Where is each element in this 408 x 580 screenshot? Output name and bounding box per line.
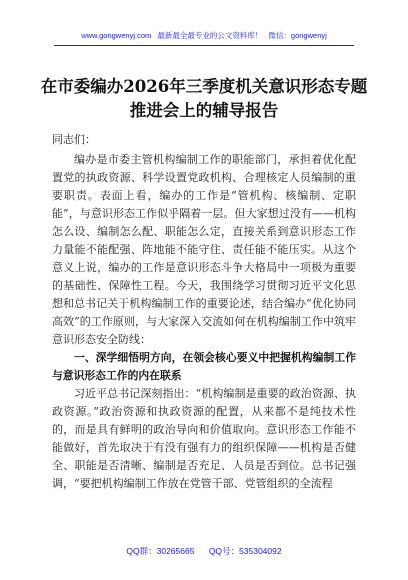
- salutation: 同志们：: [52, 133, 96, 146]
- wechat-id: 微信：gongwenyj: [268, 31, 327, 40]
- body-paragraph: 习近平总书记深刻指出：“机构编制是重要的政治资源、执政资源。”政治资源和执政资源的配置，从来都不是纯技术性的，而是具有鲜明的政治导向和价值取向。意识形态工作能不能做好，首先取决于有没有强有力的组织保障——机构是否健全、职能是否清晰、编制是否充足、人员是否到位。总书记强调，“要把机构编制工作放在党管干部、党管组织的全流程: [52, 387, 356, 490]
- document-body: [52, 151, 356, 493]
- body-paragraph: 编办是市委主管机构编制工作的职能部门，承担着优化配置党的执政资源、科学设置党政机构、合理核定人员编制的重要职责。表面上看，编办的工作是“管机构、核编制、定职能”，与意识形态工作似乎隔着一层。但大家想过没有——机构怎么设、编制怎么配、职能怎么定，直接关系到意识形态工作力量能不能配强、阵地能不能守住、责任能不能压实。从这个意义上说，编办的工作是意识形态斗争大格局中一项极为重要的基础性、保障性工程。今天，我围绕学习贯彻习近平文化思想和总书记关于机构编制工作的重要论述，结合编办“优化协同高效”的工作原则，与大家深入交流如何在机构编制工作中筑牢意识形态安全防线：: [52, 153, 356, 346]
- site-slogan: 最新最全最专业的公文资料库！: [157, 31, 263, 40]
- header-divider: [54, 45, 354, 46]
- site-url[interactable]: www.gongwenyj.com: [81, 31, 152, 40]
- page-header: [0, 30, 408, 41]
- qq-group: QQ群：30265665: [126, 546, 195, 556]
- page-footer: [0, 545, 408, 557]
- qq-number: QQ号：535304092: [208, 546, 282, 556]
- section-heading: 一、深学细悟明方向，在领会核心要义中把握机构编制工作与意识形态工作的内在联系: [52, 351, 356, 382]
- document-title: 在市委编办2026年三季度机关意识形态专题推进会上的辅导报告: [40, 77, 368, 120]
